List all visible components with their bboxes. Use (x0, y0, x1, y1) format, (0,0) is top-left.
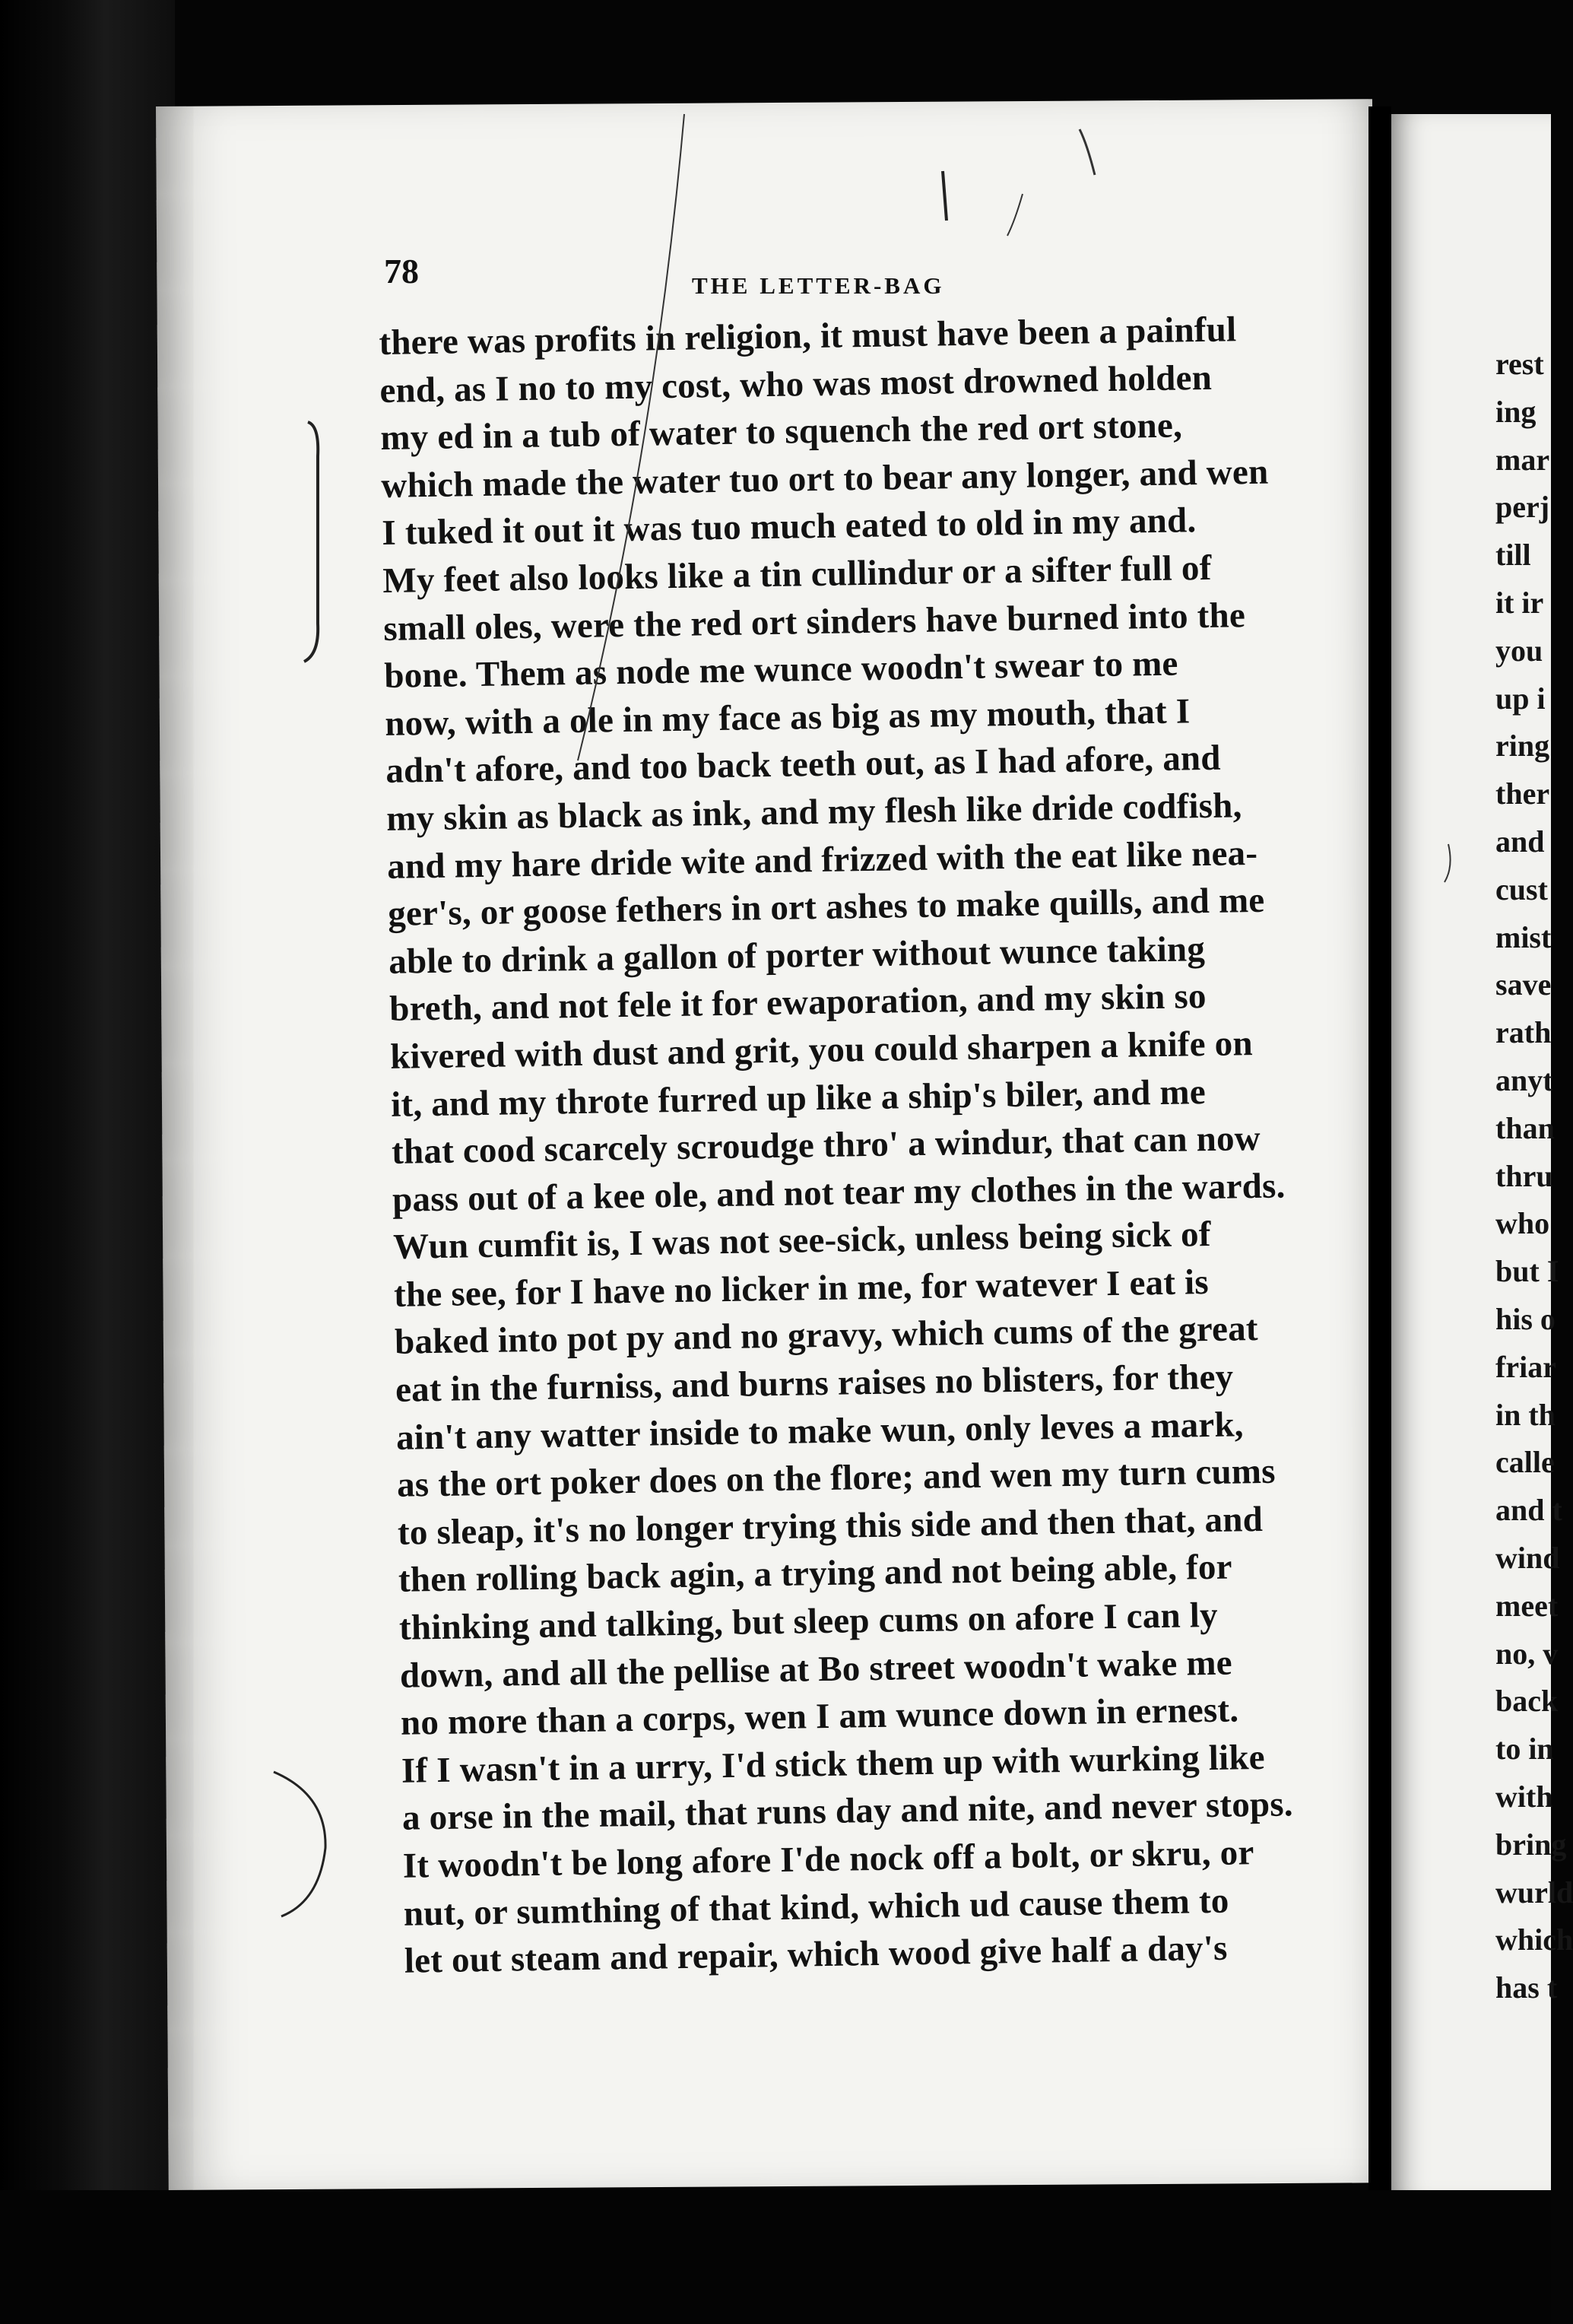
text-line: end, as I no to my cost, who was most drowned holden (379, 357, 1213, 411)
pencil-stroke (1007, 194, 1023, 236)
facing-page-fragment: back (1495, 1684, 1559, 1719)
text-line: bone. Them as node me wunce woodn't swear to me (383, 643, 1178, 697)
facing-page-fragment: thru (1495, 1158, 1553, 1193)
text-line: ger's, or goose fethers in ort ashes to make quills, and me (387, 880, 1265, 935)
facing-page-fragment: and (1495, 824, 1545, 859)
text-line: adn't afore, and too back teeth out, as I had afore, and (385, 738, 1222, 792)
text-line: as the ort poker does on the flore; and wen my turn cums (396, 1451, 1276, 1506)
text-line: My feet also looks like a tin cullindur or a sifter full of (382, 548, 1212, 601)
margin-bracket-mark (274, 1772, 325, 1916)
text-line: no more than a corps, wen I am wunce down in ernest. (400, 1690, 1239, 1743)
text-line: which made the water tuo ort to bear any longer, and wen (381, 452, 1269, 506)
facing-page-fragment: calle (1495, 1445, 1555, 1480)
facing-page-fragment: cust (1495, 872, 1548, 906)
text-line: my ed in a tub of water to squench the red ort stone, (380, 405, 1183, 459)
facing-page-fragment: to in (1495, 1732, 1554, 1767)
text-line: breth, and not fele it for ewaporation, and my skin so (388, 976, 1207, 1030)
facing-page-fragment: ring (1495, 729, 1550, 764)
text-line: that cood scarcely scroudge thro' a windur, that can now (391, 1119, 1261, 1172)
facing-page-fragment: save (1495, 967, 1552, 1002)
facing-page-fragment: wind (1495, 1540, 1560, 1575)
text-line: down, and all the pellise at Bo street woodn't wake me (399, 1643, 1233, 1696)
pencil-stroke (578, 114, 684, 760)
text-line: If I wasn't in a urry, I'd stick them up with wurking like (401, 1737, 1266, 1791)
facing-page-fragment: in th (1495, 1397, 1556, 1432)
facing-page-fragment: no, v (1495, 1636, 1559, 1671)
text-line: my skin as black as ink, and my flesh like dride codfish, (385, 786, 1242, 839)
text-line: I tuked it out it was tuo much eated to old in my and. (382, 500, 1197, 554)
facing-page-fragment: ing (1495, 394, 1537, 429)
facing-page-fragment: and t (1495, 1493, 1562, 1528)
margin-bracket-mark (304, 422, 318, 662)
text-line: and my hare dride wite and frizzed with the eat like nea- (386, 833, 1258, 887)
text-line: now, with a ole in my face as big as my mouth, that I (384, 691, 1191, 744)
facing-page-fragment: who (1495, 1206, 1550, 1241)
facing-page-fragment: till (1495, 538, 1531, 573)
page-number: 78 (384, 252, 419, 290)
pencil-stroke (1445, 844, 1451, 882)
text-line: nut, or sumthing of that kind, which ud cause them to (403, 1881, 1229, 1934)
facing-page-fragment: meet (1495, 1588, 1559, 1623)
text-line: kivered with dust and grit, you could sharpen a knife on (389, 1023, 1254, 1077)
facing-page-fragment: rest (1495, 347, 1544, 381)
facing-page-fragment: anyt (1495, 1062, 1553, 1097)
facing-page-fragment: bring (1495, 1827, 1567, 1862)
running-head: THE LETTER-BAG (692, 272, 945, 299)
text-line: it, and my throte furred up like a ship's biler, and me (390, 1072, 1207, 1125)
text-line: a orse in the mail, that runs day and nite, and never stops. (401, 1784, 1294, 1839)
text-line: let out steam and repair, which wood give half a day's (404, 1928, 1228, 1981)
facing-page-fragment: you (1495, 633, 1543, 668)
facing-page-fragment: than (1495, 1110, 1555, 1145)
text-line: It woodn't be long afore I'de nock off a bolt, or skru, or (402, 1833, 1254, 1886)
facing-page-fragment: up i (1495, 681, 1546, 716)
facing-page-fragment: has t (1495, 1970, 1558, 2005)
pencil-stroke (1080, 129, 1095, 175)
text-line: to sleap, it's no longer trying this side and then that, and (397, 1499, 1264, 1553)
pencil-stroke (943, 171, 947, 221)
text-line: baked into pot py and no gravy, which cums of the great (394, 1309, 1259, 1363)
facing-page-fragment: mist (1495, 919, 1552, 954)
facing-page-fragment: mar (1495, 442, 1550, 477)
text-line: the see, for I have no licker in me, for watever I eat is (393, 1262, 1210, 1315)
text-line: pass out of a kee ole, and not tear my clothes in the wards. (392, 1166, 1286, 1220)
facing-page-fragment: rath (1495, 1015, 1552, 1050)
text-line: small oles, were the red ort sinders have burned into the (382, 595, 1246, 649)
facing-page-fragment: ther (1495, 776, 1550, 811)
facing-page-fragment: with (1495, 1779, 1553, 1814)
text-line: able to drink a gallon of porter without wunce taking (388, 929, 1206, 982)
facing-page-fragment: which (1495, 1922, 1573, 1957)
text-line: ain't any watter inside to make wun, only leves a mark, (395, 1404, 1245, 1458)
text-line: Wun cumfit is, I was not see-sick, unless being sick of (392, 1214, 1212, 1268)
facing-page-fragment: wurld (1495, 1875, 1573, 1910)
facing-page-fragment: friar (1495, 1349, 1556, 1384)
facing-page-fragment: perj (1495, 490, 1550, 525)
text-line: there was profits in religion, it must have been a painful (379, 310, 1237, 363)
facing-page-fragment: it ir (1495, 585, 1544, 620)
text-line: thinking and talking, but sleep cums on afore I can ly (398, 1595, 1219, 1648)
facing-page-fragment: his o (1495, 1301, 1556, 1336)
text-line: then rolling back agin, a trying and not being able, for (398, 1548, 1233, 1601)
text-line: eat in the furniss, and burns raises no blisters, for they (395, 1357, 1234, 1410)
facing-page-fragment: but I (1495, 1254, 1559, 1289)
